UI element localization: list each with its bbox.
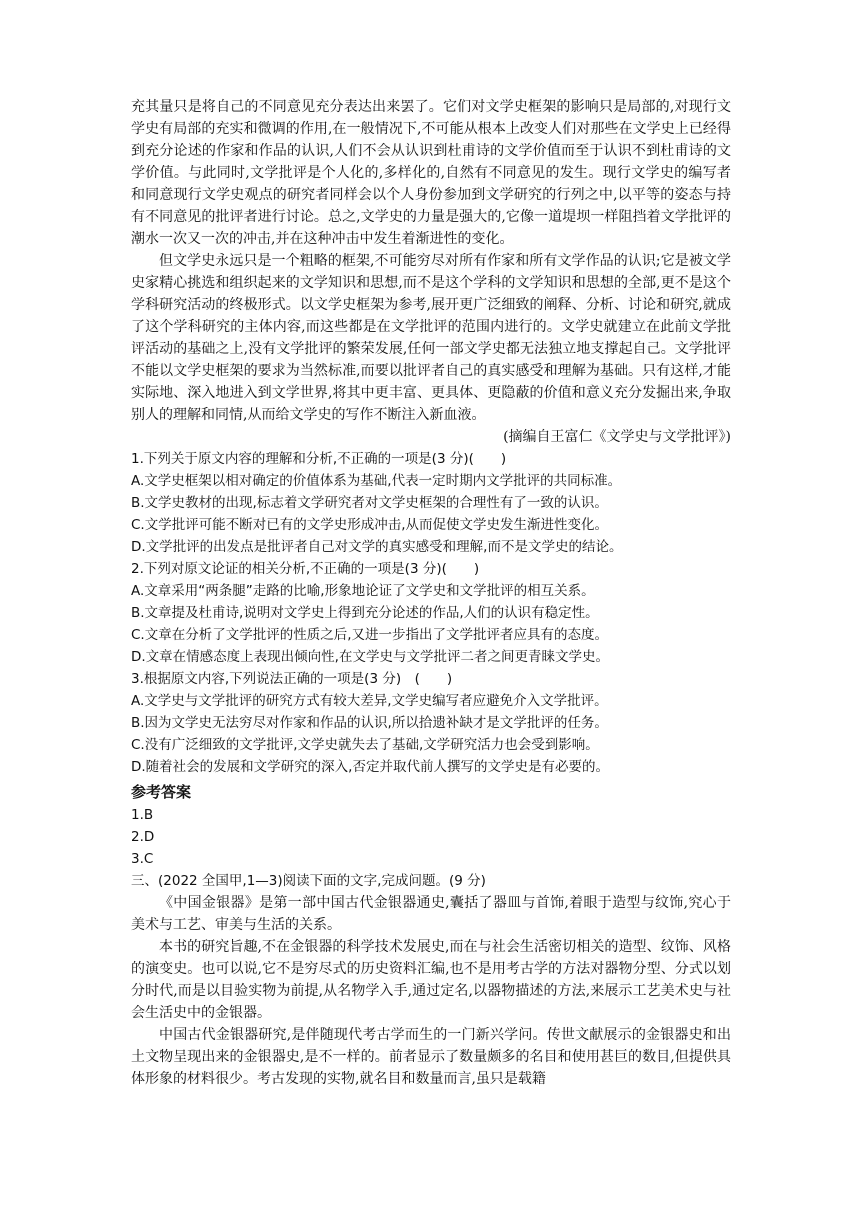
answer-item: 1.B — [131, 807, 154, 823]
option-b: B.因为文学史无法穷尽对作家和作品的认识,所以拾遗补缺才是文学批评的任务。 — [131, 715, 608, 731]
question-stem: 1.下列关于原文内容的理解和分析,不正确的一项是(3 分)( ) — [131, 451, 507, 467]
option-d: D.随着社会的发展和文学研究的深入,否定并取代前人撰写的文学史是有必要的。 — [131, 759, 609, 775]
passage-paragraph: 中国古代金银器研究,是伴随现代考古学而生的一门新兴学问。传世文献展示的金银器史和出土文物呈现出来的金银器史,是不一样的。前者显示了数量颇多的名目和使用甚巨的数目,但提供具体形象的材料很少。考古发现的实物,就名目和数量而言,虽只是载籍 — [131, 1027, 731, 1087]
question-stem: 3.根据原文内容,下列说法正确的一项是(3 分) ( ) — [131, 671, 453, 687]
option-d: D.文章在情感态度上表现出倾向性,在文学史与文学批评二者之间更青睐文学史。 — [131, 649, 609, 665]
option-b: B.文学史教材的出现,标志着文学研究者对文学史框架的合理性有了一致的认识。 — [131, 495, 608, 511]
section-title: 三、(2022 全国甲,1—3)阅读下面的文字,完成问题。(9 分) — [131, 873, 486, 889]
answer-item: 2.D — [131, 829, 155, 845]
option-c: C.文章在分析了文学批评的性质之后,又进一步指出了文学批评者应具有的态度。 — [131, 627, 609, 643]
option-a: A.文学史与文学批评的研究方式有较大差异,文学史编写者应避免介入文学批评。 — [131, 693, 608, 709]
option-c: C.文学批评可能不断对已有的文学史形成冲击,从而促使文学史发生渐进性变化。 — [131, 517, 609, 533]
option-b: B.文章提及杜甫诗,说明对文学史上得到充分论述的作品,人们的认识有稳定性。 — [131, 605, 599, 621]
option-a: A.文学史框架以相对确定的价值体系为基础,代表一定时期内文学批评的共同标准。 — [131, 473, 622, 489]
question-stem: 2.下列对原文论证的相关分析,不正确的一项是(3 分)( ) — [131, 561, 480, 577]
answers-heading: 参考答案 — [131, 783, 192, 801]
passage-paragraph: 本书的研究旨趣,不在金银器的科学技术发展史,而在与社会生活密切相关的造型、纹饰、风格的演变史。也可以说,它不是穷尽式的历史资料汇编,也不是用考古学的方法对器物分型、分式以划分时代,而是以目验实物为前提,从名物学入手,通过定名,以器物描述的方法,来展示工艺美术史与社会生活史中的金银器。 — [131, 939, 731, 1021]
question-2 — [131, 558, 731, 668]
passage-source: (摘编自王富仁《文学史与文学批评》) — [503, 429, 731, 445]
option-c: C.没有广泛细致的文学批评,文学史就失去了基础,文学研究活力也会受到影响。 — [131, 737, 599, 753]
document-page — [131, 96, 731, 1090]
question-3 — [131, 668, 731, 778]
answer-item: 3.C — [131, 851, 154, 867]
passage-paragraph: 但文学史永远只是一个粗略的框架,不可能穷尽对所有作家和所有文学作品的认识;它是被文学史家精心挑选和组织起来的文学知识和思想,而不是这个学科的文学知识和思想的全部,更不是这个学科研究活动的终极形式。以文学史框架为参考,展开更广泛细致的阐释、分析、讨论和研究,就成了这个学科研究的主体内容,而这些都是在文学批评的范围内进行的。文学史就建立在此前文学批评活动的基础之上,没有文学批评的繁荣发展,任何一部文学史都无法独立地支撑起自己。文学批评不能以文学史框架的要求为当然标准,而要以批评者自己的真实感受和理解为基础。只有这样,才能实际地、深入地进入到文学世界,将其中更丰富、更具体、更隐蔽的价值和意义充分发掘出来,争取别人的理解和同情,从而给文学史的写作不断注入新血液。 — [131, 253, 731, 423]
option-d: D.文学批评的出发点是批评者自己对文学的真实感受和理解,而不是文学史的结论。 — [131, 539, 623, 555]
passage-paragraph: 《中国金银器》是第一部中国古代金银器通史,囊括了器皿与首饰,着眼于造型与纹饰,究心于美术与工艺、审美与生活的关系。 — [131, 895, 731, 933]
option-a: A.文章采用“两条腿”走路的比喻,形象地论证了文学史和文学批评的相互关系。 — [131, 583, 595, 599]
question-1 — [131, 448, 731, 558]
passage-paragraph: 充其量只是将自己的不同意见充分表达出来罢了。它们对文学史框架的影响只是局部的,对现行文学史有局部的充实和微调的作用,在一般情况下,不可能从根本上改变人们对那些在文学史上已经得到充分论述的作家和作品的认识,人们不会从认识到杜甫诗的文学价值而至于认识不到杜甫诗的文学价值。与此同时,文学批评是个人化的,多样化的,自然有不同意见的发生。现行文学史的编写者和同意现行文学史观点的研究者同样会以个人身份参加到文学研究的行列之中,以平等的姿态与持有不同意见的批评者进行讨论。总之,文学史的力量是强大的,它像一道堤坝一样阻挡着文学批评的潮水一次又一次的冲击,并在这种冲击中发生着渐进性的变化。 — [131, 99, 731, 247]
